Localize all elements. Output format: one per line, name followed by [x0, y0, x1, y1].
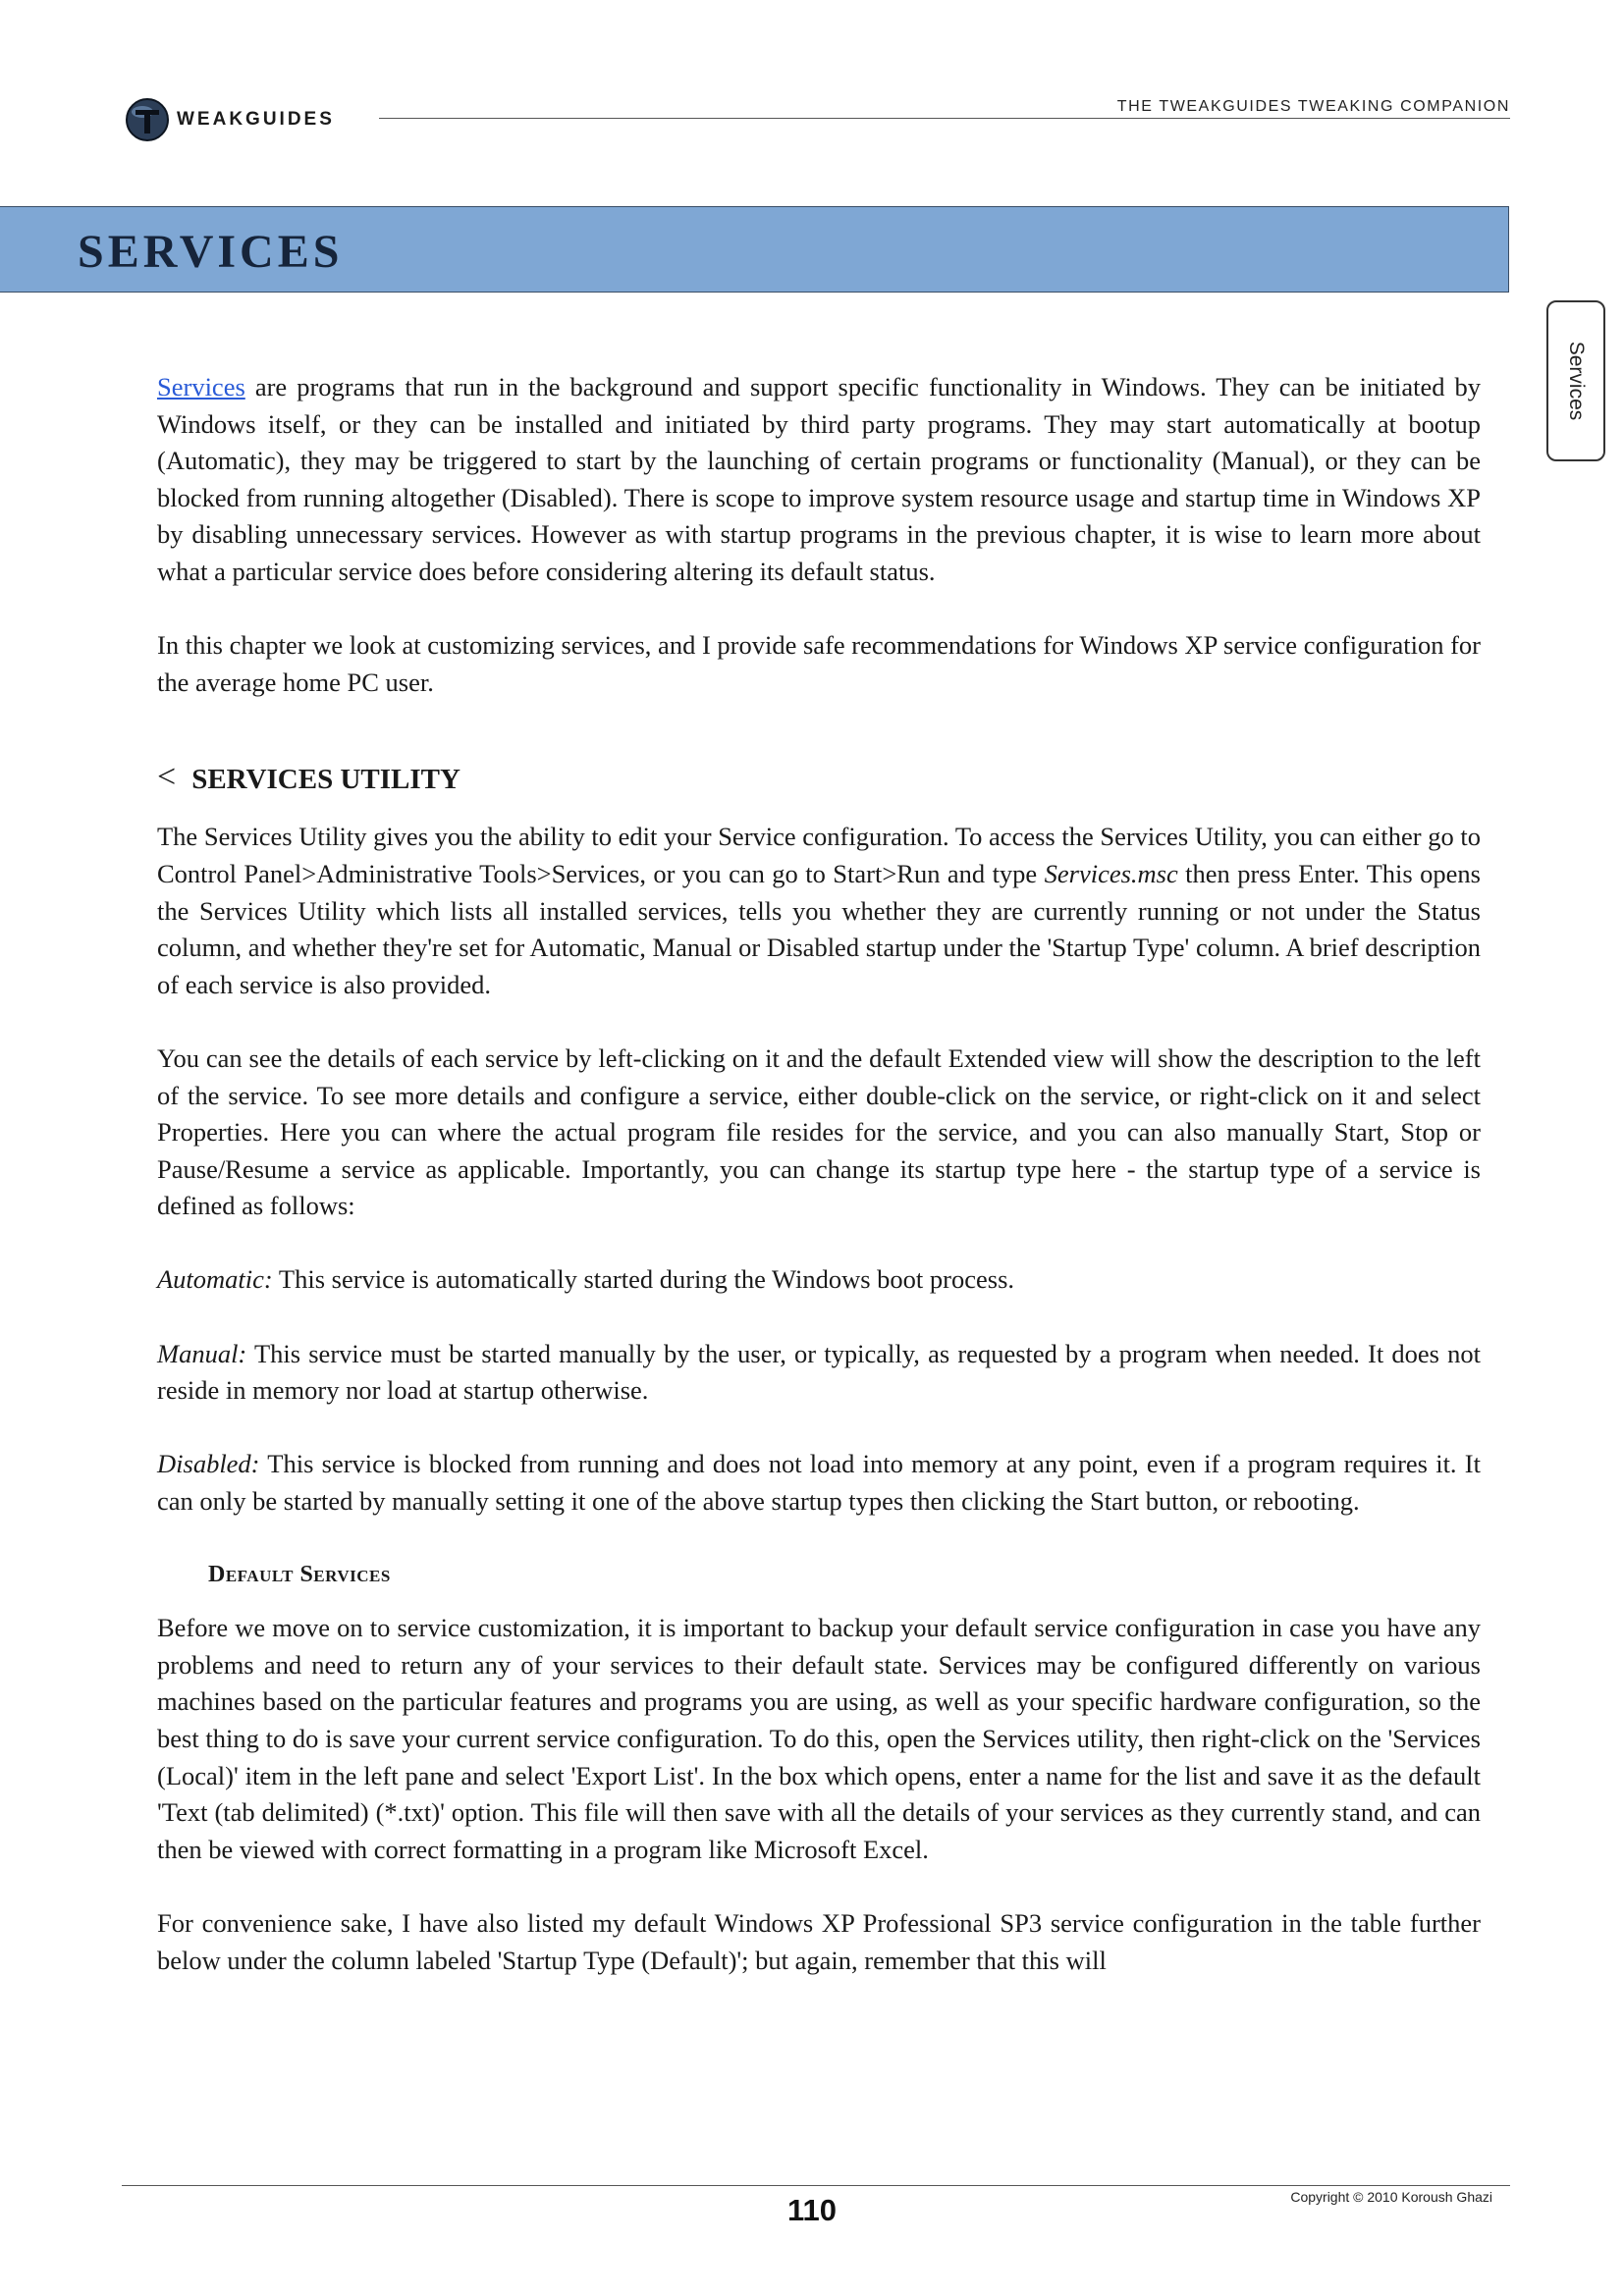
- tweakguides-logo: [124, 96, 369, 145]
- services-msc-term: Services.msc: [1044, 858, 1178, 888]
- utility-paragraph-1: [157, 819, 1481, 1003]
- startup-type-manual: [157, 1336, 1481, 1410]
- intro-paragraph-2: In this chapter we look at customizing services, and I provide safe recommendations for Windows XP service configuration for the average home PC user.: [157, 630, 1481, 697]
- automatic-label: Automatic:: [157, 1264, 273, 1295]
- section-heading-text: SERVICES UTILITY: [191, 764, 460, 796]
- page-number: 110: [786, 2193, 837, 2227]
- startup-type-automatic: [157, 1261, 1481, 1299]
- manual-label: Manual:: [157, 1338, 247, 1368]
- utility-paragraph-2: You can see the details of each service by left-clicking on it and the default Extended view will show the description to the left of the service. To see more details and configure a service, either double-click on the service, or right-click on it and select Properties. Here you can where the actual program file resides for the service, and you can also manually Start, Stop or Pause/Resume a service as applicable. Importantly, you can change its startup type here - the startup type of a service is defined as follows:: [157, 1042, 1481, 1221]
- default-services-paragraph-2: For convenience sake, I have also listed my default Windows XP Professional SP3 service configuration in the table further below under the column labeled 'Startup Type (Default)'; but again, remember that this will: [157, 1907, 1481, 1975]
- startup-type-disabled: [157, 1446, 1481, 1520]
- running-header-title: THE TWEAKGUIDES TWEAKING COMPANION: [1116, 98, 1510, 115]
- default-services-paragraph-1: Before we move on to service customization, it is important to backup your default service configuration in case you have any problems and need to return any of your services to their default state. Services may be configured differently on various machines based on the particular features and programs you are using, as well as your specific hardware configuration, so the best thing to do is save your current service configuration. To do this, open the Services utility, then right-click on the 'Services (Local)' item in the left pane and select 'Export List'. In the box which opens, enter a name for the list and save it as the default 'Text (tab delimited) (*.txt)' option. This file will then save with all the details of your services as they currently stand, and can then be viewed with correct formatting in a program like Microsoft Excel.: [157, 1613, 1481, 1864]
- logo-wordmark: WEAKGUIDES: [177, 109, 335, 130]
- chapter-banner: [0, 206, 1509, 293]
- page-content: [157, 369, 1481, 2016]
- disabled-label: Disabled:: [157, 1449, 260, 1479]
- tweakguides-logo-icon: [124, 96, 173, 145]
- side-tab-label: Services: [1565, 341, 1588, 421]
- disabled-description: This service is blocked from running and does not load into memory at any point, even if a program requires it. It can only be started by manually setting it one of the above startup types then clicking the Start button, or rebooting.: [157, 1449, 1481, 1517]
- chapter-title: SERVICES: [78, 226, 344, 278]
- utility-paragraph-1-text-a: The Services Utility gives you the ability to edit your Service configuration. To access the Services Utility, you can either go to Control Panel>Administrative Tools>Services, or you can go to Start>Run and type: [157, 822, 1481, 888]
- subsection-heading-default-services: Default Services: [208, 1562, 391, 1588]
- copyright-notice: Copyright © 2010 Koroush Ghazi: [1290, 2189, 1492, 2205]
- intro-paragraph-1-text: are programs that run in the background and support specific functionality in Windows. They can be initiated by Windows itself, or they can be installed and initiated by third party programs. They may start automatically at bootup (Automatic), they may be triggered to start by the launching of certain programs or functionality (Manual), or they can be blocked from running altogether (Disabled). There is scope to improve system resource usage and startup time in Windows XP by disabling unnecessary services. However as with startup programs in the previous chapter, it is wise to learn more about what a particular service does before considering altering its default status.: [157, 372, 1481, 586]
- header-rule: [379, 118, 1510, 119]
- manual-description: This service must be started manually by the user, or typically, as requested by a program when needed. It does not reside in memory nor load at startup otherwise.: [157, 1338, 1481, 1406]
- intro-paragraph-1: [157, 369, 1481, 591]
- utility-paragraph-1-text-b: then press Enter. This opens the Services Utility which lists all installed services, tells you whether they are currently running or not under the Status column, and whether they're set for Automatic, Manual or Disabled startup under the 'Startup Type' column. A brief description of each service is also provided.: [157, 858, 1481, 999]
- section-heading-services-utility: [157, 760, 1481, 799]
- chapter-side-tab: [1546, 300, 1605, 461]
- section-marker-icon: <: [157, 759, 177, 796]
- services-link[interactable]: Services: [157, 372, 245, 401]
- footer-rule: [122, 2185, 1510, 2186]
- automatic-description: This service is automatically started during the Windows boot process.: [272, 1264, 1015, 1295]
